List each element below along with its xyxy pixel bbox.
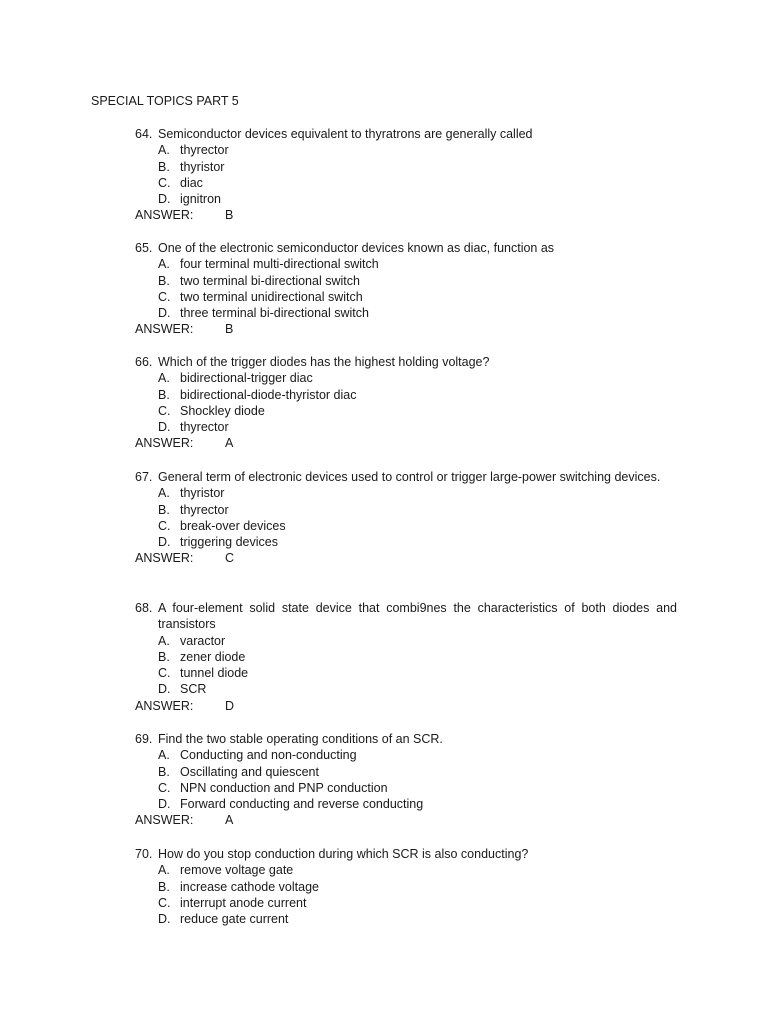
option-a [135, 256, 677, 272]
option-text: diac [180, 175, 203, 190]
answer-value: B [225, 208, 234, 223]
option-text: three terminal bi-directional switch [180, 306, 369, 321]
option-text: thyristor [180, 486, 225, 501]
option-letter: D. [158, 912, 171, 927]
option-c [135, 780, 677, 796]
question-stem [135, 126, 677, 142]
option-text: thyrector [180, 420, 229, 435]
option-text: ignitron [180, 192, 221, 207]
option-letter: D. [158, 535, 171, 550]
answer-label: ANSWER: [135, 436, 194, 451]
option-text: Forward conducting and reverse conducting [180, 797, 424, 812]
question-65 [135, 240, 677, 338]
question-number: 68. [135, 601, 153, 615]
option-a [135, 862, 677, 878]
option-text: NPN conduction and PNP conduction [180, 780, 388, 795]
option-text: varactor [180, 633, 226, 648]
option-letter: D. [158, 192, 171, 207]
option-text: interrupt anode current [180, 895, 307, 910]
option-letter: B. [158, 879, 170, 894]
option-letter: B. [158, 387, 170, 402]
option-d [135, 681, 677, 697]
option-d [135, 796, 677, 812]
question-number: 69. [135, 732, 153, 746]
option-letter: A. [158, 257, 170, 272]
option-d [135, 911, 677, 927]
question-stem [135, 731, 677, 747]
option-text: two terminal unidirectional switch [180, 289, 363, 304]
question-69 [135, 731, 677, 829]
option-text: bidirectional-diode-thyristor diac [180, 387, 357, 402]
option-letter: B. [158, 649, 170, 664]
option-b [135, 879, 677, 895]
option-b [135, 273, 677, 289]
option-text: Shockley diode [180, 403, 265, 418]
option-text: remove voltage gate [180, 863, 294, 878]
option-d [135, 419, 677, 435]
question-number: 66. [135, 355, 153, 369]
option-letter: C. [158, 666, 171, 681]
answer-value: C [225, 551, 235, 566]
option-c [135, 289, 677, 305]
question-number: 67. [135, 470, 153, 484]
option-letter: D. [158, 797, 171, 812]
answer-label: ANSWER: [135, 322, 194, 337]
question-number: 65. [135, 241, 153, 255]
option-d [135, 305, 677, 321]
option-letter: C. [158, 403, 171, 418]
option-text: thyrector [180, 502, 229, 517]
option-letter: B. [158, 273, 170, 288]
option-letter: A. [158, 371, 170, 386]
answer-line [135, 435, 677, 451]
answer-value: A [225, 436, 234, 451]
option-text: increase cathode voltage [180, 879, 319, 894]
answer-line [135, 812, 677, 828]
option-b [135, 649, 677, 665]
answer-label: ANSWER: [135, 208, 194, 223]
question-text: Which of the trigger diodes has the highest holding voltage? [158, 355, 490, 369]
question-text: A four-element solid state device that combi9nes the characteristics of both diodes and transistors [158, 601, 677, 632]
option-letter: B. [158, 764, 170, 779]
question-stem [135, 354, 677, 370]
option-letter: D. [158, 682, 171, 697]
option-b [135, 387, 677, 403]
option-a [135, 485, 677, 501]
answer-line [135, 207, 677, 223]
option-text: Conducting and non-conducting [180, 748, 357, 763]
option-letter: D. [158, 420, 171, 435]
option-text: break-over devices [180, 518, 286, 533]
option-b [135, 502, 677, 518]
option-c [135, 895, 677, 911]
option-a [135, 747, 677, 763]
option-c [135, 403, 677, 419]
answer-label: ANSWER: [135, 813, 194, 828]
option-text: Oscillating and quiescent [180, 764, 319, 779]
question-text: Find the two stable operating conditions of an SCR. [158, 732, 443, 746]
question-text: Semiconductor devices equivalent to thyratrons are generally called [158, 127, 533, 141]
option-d [135, 534, 677, 550]
answer-line [135, 321, 677, 337]
option-letter: A. [158, 143, 170, 158]
option-c [135, 518, 677, 534]
answer-line [135, 550, 677, 566]
answer-value: B [225, 322, 234, 337]
question-stem [135, 469, 677, 485]
option-text: thyrector [180, 143, 229, 158]
option-letter: B. [158, 159, 170, 174]
question-68 [135, 600, 677, 714]
option-letter: C. [158, 780, 171, 795]
option-b [135, 159, 677, 175]
question-text: General term of electronic devices used to control or trigger large-power switching devices. [158, 470, 661, 484]
question-stem [135, 600, 677, 633]
option-d [135, 191, 677, 207]
option-letter: C. [158, 518, 171, 533]
answer-label: ANSWER: [135, 551, 194, 566]
option-a [135, 142, 677, 158]
question-text: How do you stop conduction during which SCR is also conducting? [158, 847, 529, 861]
question-stem [135, 846, 677, 862]
option-text: tunnel diode [180, 666, 249, 681]
option-text: zener diode [180, 649, 246, 664]
option-text: SCR [180, 682, 207, 697]
answer-line [135, 698, 677, 714]
question-number: 64. [135, 127, 153, 141]
option-letter: C. [158, 175, 171, 190]
answer-value: D [225, 698, 235, 713]
option-c [135, 665, 677, 681]
option-letter: A. [158, 486, 170, 501]
option-letter: B. [158, 502, 170, 517]
question-66 [135, 354, 677, 452]
question-stem [135, 240, 677, 256]
option-a [135, 370, 677, 386]
option-letter: C. [158, 289, 171, 304]
question-text: One of the electronic semiconductor devices known as diac, function as [158, 241, 555, 255]
option-b [135, 764, 677, 780]
option-text: bidirectional-trigger diac [180, 371, 313, 386]
answer-value: A [225, 813, 234, 828]
option-text: two terminal bi-directional switch [180, 273, 360, 288]
option-letter: D. [158, 306, 171, 321]
option-text: triggering devices [180, 535, 278, 550]
option-letter: A. [158, 633, 170, 648]
option-c [135, 175, 677, 191]
question-number: 70. [135, 847, 153, 861]
option-a [135, 633, 677, 649]
answer-label: ANSWER: [135, 698, 194, 713]
option-text: thyristor [180, 159, 225, 174]
option-text: four terminal multi-directional switch [180, 257, 379, 272]
option-letter: A. [158, 863, 170, 878]
question-64 [135, 126, 677, 224]
option-letter: C. [158, 895, 171, 910]
option-letter: A. [158, 748, 170, 763]
document-title: SPECIAL TOPICS PART 5 [91, 94, 239, 108]
question-70 [135, 846, 677, 927]
option-text: reduce gate current [180, 912, 289, 927]
question-67 [135, 469, 677, 567]
